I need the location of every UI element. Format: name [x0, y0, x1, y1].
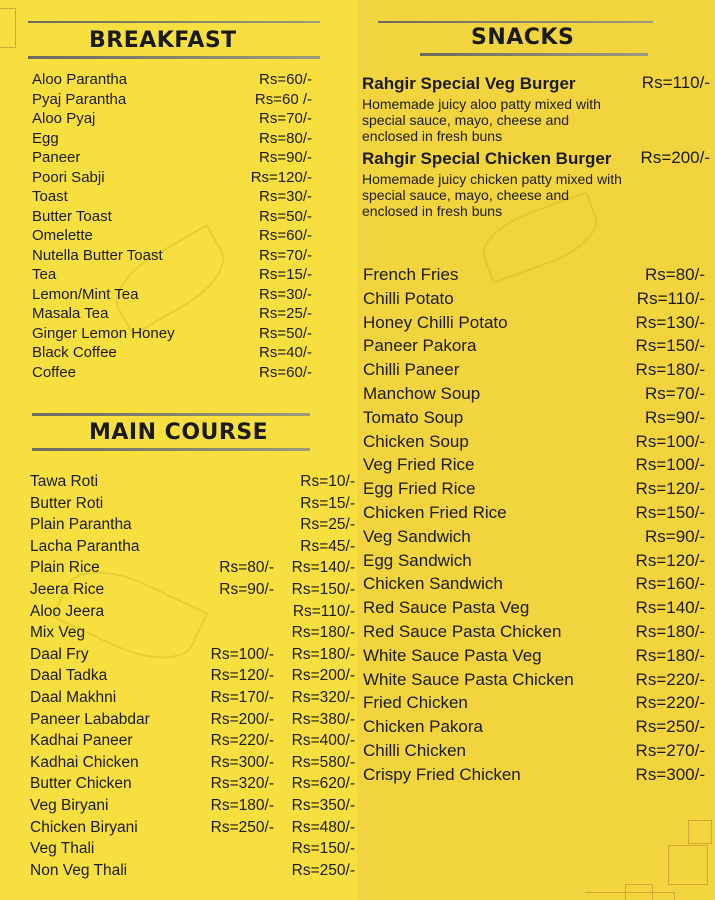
menu-item-name: Plain Rice	[30, 559, 100, 577]
main-course-heading: MAIN COURSE	[89, 420, 269, 445]
menu-item-price: Rs=50/-	[259, 207, 312, 225]
menu-item-name: Egg	[32, 129, 59, 147]
menu-item-price: Rs=15/-	[259, 266, 312, 283]
menu-item	[32, 285, 312, 305]
menu-item-price: Rs=180/-	[635, 360, 705, 380]
menu-item	[30, 818, 355, 840]
menu-item	[32, 363, 312, 383]
menu-item-name: Masala Tea	[32, 305, 109, 322]
menu-item-name: Paneer Pakora	[363, 336, 477, 356]
menu-item-price: Rs=580/-	[291, 753, 355, 771]
menu-item-prices	[645, 384, 705, 404]
menu-item-prices	[259, 343, 312, 361]
menu-item-prices	[211, 753, 355, 772]
menu-item-name: Chicken Sandwich	[363, 574, 503, 594]
menu-item-prices	[219, 580, 355, 599]
menu-item-name: Butter Toast	[32, 207, 112, 225]
menu-item	[30, 753, 355, 775]
menu-item-price: Rs=150/-	[291, 840, 355, 858]
menu-item-name: Chilli Chicken	[363, 741, 466, 760]
menu-item-prices	[645, 408, 705, 428]
menu-item-price: Rs=90/-	[219, 581, 274, 598]
menu-item-price: Rs=140/-	[291, 559, 355, 577]
menu-item-name: Chicken Biryani	[30, 818, 138, 836]
menu-item	[363, 717, 705, 741]
menu-item	[30, 602, 355, 624]
menu-item-price: Rs=110/-	[292, 602, 355, 620]
menu-item-name: Lacha Parantha	[30, 537, 140, 555]
menu-item-prices	[211, 710, 355, 729]
menu-item-price: Rs=250/-	[635, 717, 705, 737]
menu-item-prices	[219, 558, 355, 577]
menu-item-name: Veg Thali	[30, 840, 95, 858]
main-course-rule	[32, 448, 310, 451]
menu-item	[363, 289, 705, 313]
menu-item	[363, 336, 705, 360]
menu-item-price: Rs=100/-	[635, 431, 705, 451]
menu-item-prices	[645, 527, 705, 547]
menu-item-prices	[259, 246, 312, 264]
menu-item-prices	[259, 265, 312, 283]
menu-item-name: Paneer	[32, 149, 81, 166]
menu-item-price: Rs=380/-	[291, 710, 355, 728]
menu-item-price: Rs=320/-	[291, 689, 355, 706]
menu-item-price: Rs=100/-	[635, 455, 705, 475]
menu-item-name: Pyaj Parantha	[32, 90, 127, 108]
menu-item-price: Rs=25/-	[259, 305, 312, 322]
menu-item-name: Daal Tadka	[30, 667, 108, 685]
menu-item-name: French Fries	[363, 265, 459, 284]
menu-item	[363, 765, 705, 789]
menu-item-price: Rs=320/-	[210, 775, 274, 793]
menu-item-prices	[636, 765, 705, 785]
menu-item-prices	[636, 360, 705, 380]
menu-item	[363, 360, 705, 384]
menu-item	[30, 537, 355, 559]
menu-item	[32, 265, 312, 285]
menu-item-prices	[211, 666, 355, 685]
menu-item	[32, 109, 312, 129]
menu-item-prices	[211, 645, 355, 664]
menu-item	[30, 710, 355, 732]
corner-decoration-bottom-right	[585, 892, 675, 900]
menu-item-price: Rs=150/-	[635, 503, 705, 522]
menu-item-name: Coffee	[32, 363, 76, 381]
menu-item-name: Crispy Fried Chicken	[363, 764, 521, 784]
corner-decoration-bottom-right	[688, 820, 712, 844]
menu-item-price: Rs=80/-	[259, 129, 312, 147]
menu-item-name: Veg Biryani	[30, 797, 109, 814]
menu-item	[30, 861, 355, 883]
menu-item	[30, 645, 355, 667]
menu-item	[30, 688, 355, 710]
menu-item-name: Red Sauce Pasta Veg	[363, 598, 530, 618]
menu-item-name: Ginger Lemon Honey	[32, 324, 175, 342]
snacks-rule	[420, 53, 648, 56]
menu-item-name: Daal Fry	[30, 645, 89, 663]
menu-item-price: Rs=140/-	[635, 598, 705, 618]
menu-item	[32, 246, 312, 266]
menu-item-name: Aloo Parantha	[32, 71, 128, 88]
menu-item-prices	[259, 70, 312, 88]
menu-item-prices	[636, 574, 705, 594]
menu-item	[363, 598, 705, 622]
menu-item-price: Rs=80/-	[219, 559, 274, 577]
menu-item	[30, 580, 355, 602]
menu-item	[30, 472, 355, 494]
menu-item-name: Chilli Potato	[363, 288, 454, 308]
menu-item-price: Rs=60/-	[259, 71, 312, 88]
menu-item-price: Rs=250/-	[210, 818, 274, 836]
menu-item-price: Rs=45/-	[300, 537, 355, 555]
menu-item-prices	[278, 472, 355, 491]
menu-item-name: Aloo Jeera	[30, 602, 105, 620]
menu-item	[32, 129, 312, 149]
menu-item	[30, 731, 355, 753]
menu-item-prices	[636, 503, 705, 523]
menu-item	[363, 670, 705, 694]
menu-item-prices	[278, 861, 355, 880]
menu-item-price: Rs=110/-	[636, 288, 705, 308]
menu-item-name: Egg Fried Rice	[363, 479, 476, 499]
breakfast-rule	[28, 56, 320, 59]
menu-item-name: Chicken Fried Rice	[363, 503, 507, 522]
menu-item-name: Toast	[32, 188, 68, 205]
menu-item-price: Rs=620/-	[291, 775, 355, 793]
menu-item-name: Tea	[32, 266, 57, 283]
menu-item-name: White Sauce Pasta Veg	[363, 645, 542, 665]
menu-item-price: Rs=180/-	[291, 645, 355, 663]
menu-item-price: Rs=60 /-	[254, 90, 312, 108]
snacks-top-rule	[378, 21, 653, 23]
menu-item-name: Daal Makhni	[30, 689, 117, 706]
menu-item-name: Chicken Soup	[363, 431, 469, 451]
menu-item-price: Rs=480/-	[291, 818, 355, 836]
menu-item	[363, 265, 705, 289]
menu-item-price: Rs=300/-	[635, 764, 705, 784]
menu-item-prices	[278, 494, 355, 513]
menu-item-price: Rs=300/-	[210, 753, 274, 771]
menu-item	[363, 574, 705, 598]
menu-item-prices	[636, 432, 705, 452]
menu-item-price: Rs=70/-	[645, 384, 705, 403]
menu-item-prices	[259, 129, 312, 147]
menu-item-prices	[211, 731, 355, 750]
menu-item-price: Rs=220/-	[635, 693, 705, 713]
menu-item-name: Manchow Soup	[363, 384, 481, 403]
menu-item-price: Rs=220/-	[210, 732, 274, 750]
menu-item	[32, 304, 312, 324]
menu-item-price: Rs=200/-	[210, 710, 274, 728]
menu-item-prices	[636, 646, 705, 666]
menu-item-prices	[636, 598, 705, 618]
menu-item-price: Rs=350/-	[291, 797, 355, 814]
menu-item-price: Rs=150/-	[291, 581, 355, 598]
menu-item-prices	[259, 207, 312, 225]
menu-item-prices	[636, 717, 705, 737]
menu-item	[32, 207, 312, 227]
menu-item-prices	[211, 796, 355, 815]
menu-item-name: Aloo Pyaj	[32, 110, 96, 127]
menu-item-name: Honey Chilli Potato	[363, 312, 508, 332]
menu-item-name: Veg Fried Rice	[363, 455, 475, 475]
menu-item	[363, 741, 705, 765]
menu-item-price: Rs=180/-	[635, 645, 705, 665]
menu-item	[32, 324, 312, 344]
menu-item-price: Rs=180/-	[291, 624, 355, 642]
menu-item-prices	[636, 693, 705, 713]
menu-item-price: Rs=160/-	[635, 574, 705, 594]
menu-item-price: Rs=270/-	[635, 741, 705, 760]
menu-item-name: Red Sauce Pasta Chicken	[363, 622, 562, 641]
menu-item-price: Rs=180/-	[635, 622, 705, 641]
menu-item-price: Rs=30/-	[259, 285, 312, 303]
menu-item	[30, 839, 355, 861]
menu-item-name: White Sauce Pasta Chicken	[363, 669, 574, 689]
menu-item-price: Rs=25/-	[300, 516, 355, 534]
menu-item	[363, 622, 705, 646]
menu-item	[363, 479, 705, 503]
special-item-description: Homemade juicy aloo patty mixed with special sauce, mayo, cheese and enclosed in fresh buns	[362, 96, 601, 144]
menu-item-name: Mix Veg	[30, 624, 86, 642]
menu-item	[30, 796, 355, 818]
special-item	[362, 148, 712, 219]
special-item-description: Homemade juicy chicken patty mixed with special sauce, mayo, cheese and enclosed in fresh buns	[362, 171, 622, 219]
menu-item-prices	[636, 670, 705, 690]
menu-item-prices	[259, 148, 312, 166]
menu-item-prices	[637, 289, 705, 309]
menu-item-price: Rs=40/-	[259, 344, 312, 361]
menu-item-prices	[278, 515, 355, 534]
menu-item	[30, 666, 355, 688]
menu-item	[32, 70, 312, 90]
menu-item-name: Nutella Butter Toast	[32, 246, 163, 264]
menu-item	[30, 558, 355, 580]
snacks-heading: SNACKS	[471, 25, 575, 50]
special-item-price: Rs=110/-	[641, 73, 710, 92]
menu-item-prices	[636, 455, 705, 475]
menu-item	[363, 313, 705, 337]
menu-item-prices	[259, 304, 312, 322]
menu-item-prices	[278, 602, 355, 621]
menu-item-price: Rs=70/-	[259, 110, 312, 127]
menu-item	[363, 646, 705, 670]
menu-item-price: Rs=180/-	[210, 797, 274, 814]
menu-item-name: Non Veg Thali	[30, 861, 128, 879]
menu-item-prices	[259, 226, 312, 244]
menu-item-price: Rs=150/-	[635, 336, 705, 356]
menu-item	[32, 187, 312, 207]
menu-item	[32, 148, 312, 168]
menu-item-price: Rs=400/-	[291, 732, 355, 750]
menu-item	[363, 432, 705, 456]
menu-item-prices	[259, 109, 312, 127]
menu-item-prices	[636, 313, 705, 333]
menu-item-prices	[278, 537, 355, 556]
menu-item-prices	[636, 622, 705, 642]
menu-item-prices	[251, 168, 312, 186]
menu-item-price: Rs=10/-	[300, 473, 355, 490]
menu-item-prices	[211, 688, 355, 707]
menu-item	[363, 527, 705, 551]
breakfast-heading: BREAKFAST	[89, 28, 237, 53]
menu-item	[363, 503, 705, 527]
menu-item-price: Rs=250/-	[291, 861, 355, 879]
menu-item-price: Rs=130/-	[635, 312, 705, 332]
menu-item-name: Chicken Pakora	[363, 717, 484, 737]
menu-item-prices	[636, 551, 705, 571]
menu-item-name: Omelette	[32, 227, 93, 244]
menu-item-name: Tomato Soup	[363, 407, 464, 427]
menu-item-price: Rs=90/-	[645, 526, 705, 546]
menu-item-name: Butter Chicken	[30, 775, 132, 793]
menu-item-price: Rs=170/-	[210, 689, 274, 706]
main-course-top-rule	[32, 413, 310, 416]
special-item-title: Rahgir Special Veg Burger	[362, 74, 576, 93]
menu-item-price: Rs=50/-	[259, 324, 312, 342]
menu-item-name: Kadhai Chicken	[30, 753, 139, 771]
menu-item-price: Rs=70/-	[259, 246, 312, 264]
menu-item-name: Egg Sandwich	[363, 550, 472, 570]
menu-item-price: Rs=90/-	[259, 149, 312, 166]
menu-item-name: Plain Parantha	[30, 516, 132, 534]
menu-item	[30, 515, 355, 537]
menu-item	[30, 774, 355, 796]
menu-item	[32, 226, 312, 246]
menu-item-name: Jeera Rice	[30, 581, 105, 598]
menu-item	[32, 168, 312, 188]
menu-item-name: Tawa Roti	[30, 473, 99, 490]
menu-item-price: Rs=80/-	[645, 265, 705, 284]
special-item-title: Rahgir Special Chicken Burger	[362, 149, 612, 168]
menu-item-price: Rs=200/-	[291, 667, 355, 685]
menu-item	[363, 551, 705, 575]
menu-item-prices	[636, 336, 705, 356]
menu-item-name: Black Coffee	[32, 344, 117, 361]
menu-item-name: Butter Roti	[30, 494, 104, 512]
menu-item	[363, 693, 705, 717]
menu-item-price: Rs=220/-	[635, 669, 705, 689]
menu-item-prices	[211, 818, 355, 837]
menu-item-prices	[278, 839, 355, 858]
special-item-price: Rs=200/-	[640, 148, 710, 167]
menu-item-name: Fried Chicken	[363, 693, 468, 713]
menu-item	[363, 455, 705, 479]
menu-item-prices	[255, 90, 312, 108]
menu-item	[363, 408, 705, 432]
special-item	[362, 73, 712, 144]
breakfast-top-rule	[28, 21, 320, 23]
corner-decoration-top-left	[0, 8, 16, 48]
corner-decoration-bottom-right	[668, 845, 708, 885]
menu-item-prices	[259, 324, 312, 342]
menu-item	[30, 494, 355, 516]
menu-item	[32, 90, 312, 110]
menu-item-price: Rs=60/-	[259, 363, 312, 381]
menu-item-prices	[278, 623, 355, 642]
menu-item	[363, 384, 705, 408]
menu-item-price: Rs=120/-	[635, 550, 705, 570]
menu-item-name: Lemon/Mint Tea	[32, 285, 139, 303]
menu-item-price: Rs=100/-	[210, 645, 274, 663]
menu-item-prices	[636, 479, 705, 499]
menu-item-prices	[636, 741, 705, 761]
menu-item-name: Veg Sandwich	[363, 526, 471, 546]
menu-item-prices	[259, 187, 312, 205]
menu-item-price: Rs=120/-	[250, 168, 312, 186]
menu-item-price: Rs=120/-	[635, 479, 705, 499]
menu-item-name: Kadhai Paneer	[30, 732, 133, 750]
menu-item-price: Rs=15/-	[300, 494, 355, 512]
menu-item-name: Chilli Paneer	[363, 360, 460, 380]
menu-item-prices	[259, 285, 312, 303]
menu-item-price: Rs=120/-	[210, 667, 274, 685]
menu-item-price: Rs=90/-	[645, 407, 705, 427]
menu-item-prices	[259, 363, 312, 381]
menu-item	[32, 343, 312, 363]
menu-item-name: Paneer Lababdar	[30, 710, 150, 728]
menu-item	[30, 623, 355, 645]
menu-item-prices	[645, 265, 705, 285]
menu-item-name: Poori Sabji	[32, 168, 105, 186]
menu-item-price: Rs=60/-	[259, 227, 312, 244]
menu-item-prices	[211, 774, 355, 793]
menu-item-price: Rs=30/-	[259, 188, 312, 205]
